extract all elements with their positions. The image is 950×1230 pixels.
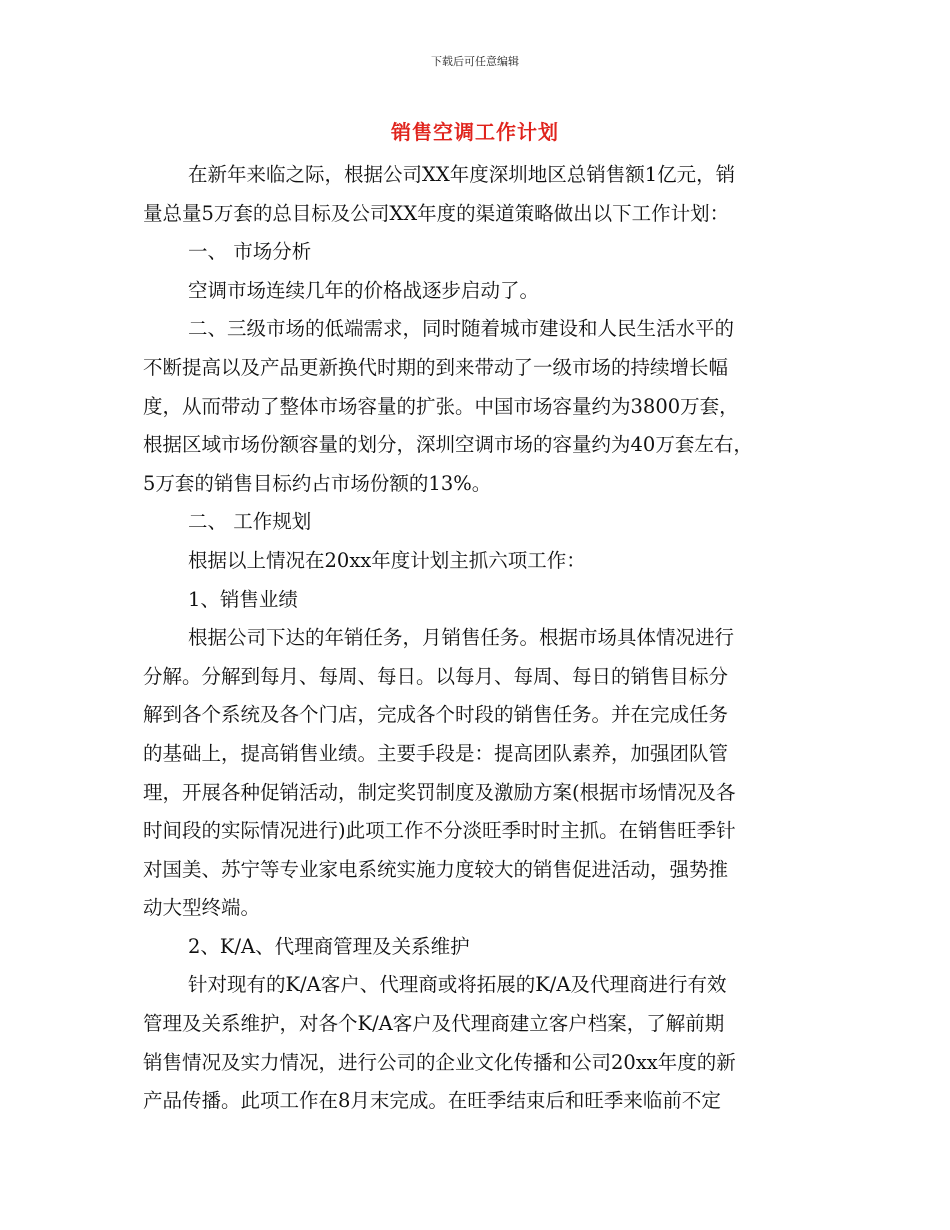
body-line: 产品传播。此项工作在8月末完成。在旺季结束后和旺季来临前不定 xyxy=(143,1089,721,1113)
body-line: 一、 市场分析 xyxy=(188,240,312,264)
body-line: 分解。分解到每月、每周、每日。以每月、每周、每日的销售目标分 xyxy=(143,664,729,688)
header-note: 下载后可任意编辑 xyxy=(431,55,519,68)
body-line: 根据公司下达的年销任务，月销售任务。根据市场具体情况进行 xyxy=(188,626,735,650)
body-line: 时间段的实际情况进行)此项工作不分淡旺季时时主抓。在销售旺季针 xyxy=(143,819,736,843)
body-line: 根据区域市场份额容量的划分，深圳空调市场的容量约为40万套左右， xyxy=(143,433,753,457)
body-line: 管理及关系维护，对各个K/A客户及代理商建立客户档案，了解前期 xyxy=(143,1012,725,1036)
body-line: 对国美、苏宁等专业家电系统实施力度较大的销售促进活动，强势推 xyxy=(143,857,729,881)
body-line: 的基础上，提高销售业绩。主要手段是：提高团队素养，加强团队管 xyxy=(143,741,729,765)
document-body xyxy=(143,156,813,1121)
body-line: 二、 工作规划 xyxy=(188,510,312,534)
document-title: 销售空调工作计划 xyxy=(391,120,559,144)
body-line: 理，开展各种促销活动，制定奖罚制度及激励方案(根据市场情况及各 xyxy=(143,780,736,804)
body-line: 针对现有的K/A客户、代理商或将拓展的K/A及代理商进行有效 xyxy=(188,973,727,997)
body-line: 在新年来临之际，根据公司XX年度深圳地区总销售额1亿元，销 xyxy=(188,163,736,186)
body-line: 2、K/A、代理商管理及关系维护 xyxy=(188,934,470,958)
body-line: 动大型终端。 xyxy=(143,896,261,920)
body-line: 量总量5万套的总目标及公司XX年度的渠道策略做出以下工作计划： xyxy=(143,201,730,225)
body-line: 二、三级市场的低端需求，同时随着城市建设和人民生活水平的 xyxy=(188,317,735,341)
body-line: 不断提高以及产品更新换代时期的到来带动了一级市场的持续增长幅 xyxy=(143,355,729,379)
body-line: 解到各个系统及各个门店，完成各个时段的销售任务。并在完成任务 xyxy=(143,703,729,727)
body-line: 销售情况及实力情况，进行公司的企业文化传播和公司20xx年度的新 xyxy=(143,1050,736,1074)
body-line: 根据以上情况在20xx年度计划主抓六项工作： xyxy=(188,548,586,572)
body-line: 度，从而带动了整体市场容量的扩张。中国市场容量约为3800万套， xyxy=(143,394,739,418)
body-line: 5万套的销售目标约占市场份额的13%。 xyxy=(143,471,492,495)
body-line: 1、销售业绩 xyxy=(188,587,298,611)
body-line: 空调市场连续几年的价格战逐步启动了。 xyxy=(188,278,540,302)
